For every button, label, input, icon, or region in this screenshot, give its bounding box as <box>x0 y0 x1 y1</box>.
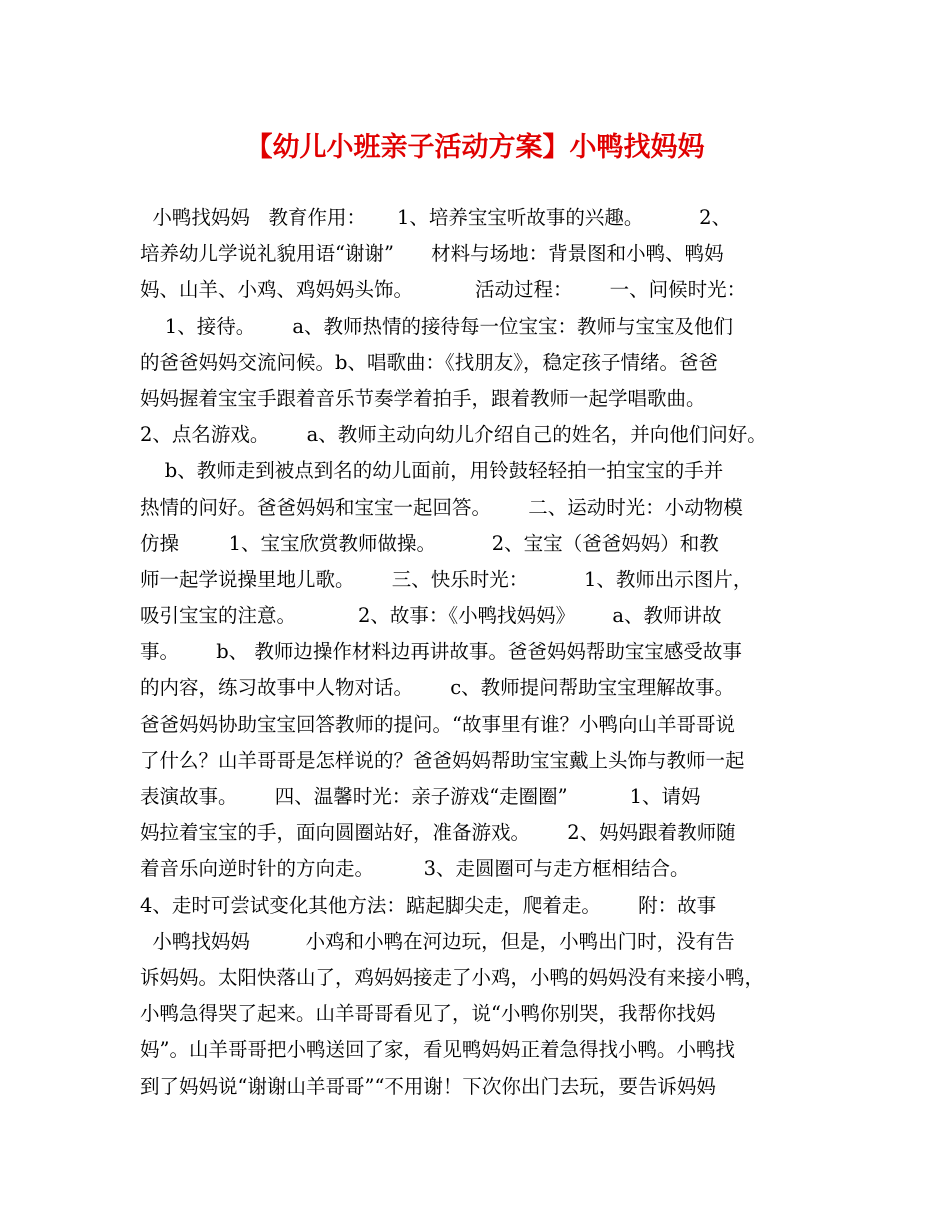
body-line: 事。 b、 教师边操作材料边再讲故事。爸爸妈妈帮助宝宝感受故事 <box>140 640 742 664</box>
document-body <box>140 200 830 1105</box>
body-line: 热情的问好。爸爸妈妈和宝宝一起回答。 二、运动时光：小动物模 <box>140 495 743 519</box>
document-title: 【幼儿小班亲子活动方案】小鸭找妈妈 <box>245 132 705 163</box>
body-line: 到了妈妈说“谢谢山羊哥哥”“不用谢！下次你出门去玩，要告诉妈妈 <box>140 1074 716 1098</box>
body-line: 表演故事。 四、温馨时光：亲子游戏“走圈圈” 1、请妈 <box>140 785 701 808</box>
body-line: 妈、山羊、小鸡、鸡妈妈头饰。 活动过程： 一、问候时光： <box>140 278 747 302</box>
body-line: 了什么？山羊哥哥是怎样说的？爸爸妈妈帮助宝宝戴上头饰与教师一起 <box>140 748 745 772</box>
body-line: 着音乐向逆时针的方向走。 3、走圆圈可与走方框相结合。 <box>140 857 690 881</box>
body-line: 妈妈握着宝宝手跟着音乐节奏学着拍手，跟着教师一起学唱歌曲。 <box>140 386 706 410</box>
body-line: 4、走时可尝试变化其他方法：踮起脚尖走，爬着走。 附：故事 <box>140 893 717 917</box>
body-line: 小鸭找妈妈 小鸡和小鸭在河边玩，但是，小鸭出门时，没有告 <box>140 929 735 953</box>
body-line: 仿操 1、宝宝欣赏教师做操。 2、宝宝（爸爸妈妈）和教 <box>140 531 719 555</box>
body-line: 1、接待。 a、教师热情的接待每一位宝宝：教师与宝宝及他们 <box>140 314 734 338</box>
body-line: 吸引宝宝的注意。 2、故事：《小鸭找妈妈》 a、教师讲故 <box>140 604 722 628</box>
body-line: 2、点名游戏。 a、教师主动向幼儿介绍自己的姓名，并向他们问好。 <box>140 423 767 447</box>
body-line: 的爸爸妈妈交流问候。b、唱歌曲：《找朋友》，稳定孩子情绪。爸爸 <box>140 350 718 374</box>
body-line: 妈”。山羊哥哥把小鸭送回了家，看见鸭妈妈正着急得找小鸭。小鸭找 <box>140 1038 735 1062</box>
body-line: 爸爸妈妈协助宝宝回答教师的提问。“故事里有谁？小鸭向山羊哥哥说 <box>140 712 735 736</box>
body-line: 培养幼儿学说礼貌用语“谢谢” 材料与场地：背景图和小鸭、鸭妈 <box>140 242 724 266</box>
body-line: 师一起学说操里地儿歌。 三、快乐时光： 1、教师出示图片， <box>140 567 753 591</box>
body-line: b、教师走到被点到名的幼儿面前，用铃鼓轻轻拍一拍宝宝的手并 <box>140 459 724 483</box>
body-line: 诉妈妈。太阳快落山了，鸡妈妈接走了小鸡，小鸭的妈妈没有来接小鸭， <box>140 965 765 989</box>
body-line: 小鸭找妈妈 教育作用： 1、培养宝宝听故事的兴趣。 2、 <box>140 206 732 229</box>
body-line: 小鸭急得哭了起来。山羊哥哥看见了，说“小鸭你别哭，我帮你找妈 <box>140 1002 716 1026</box>
body-line: 的内容，练习故事中人物对话。 c、教师提问帮助宝宝理解故事。 <box>140 676 735 700</box>
body-line: 妈拉着宝宝的手，面向圆圈站好，准备游戏。 2、妈妈跟着教师随 <box>140 821 736 845</box>
